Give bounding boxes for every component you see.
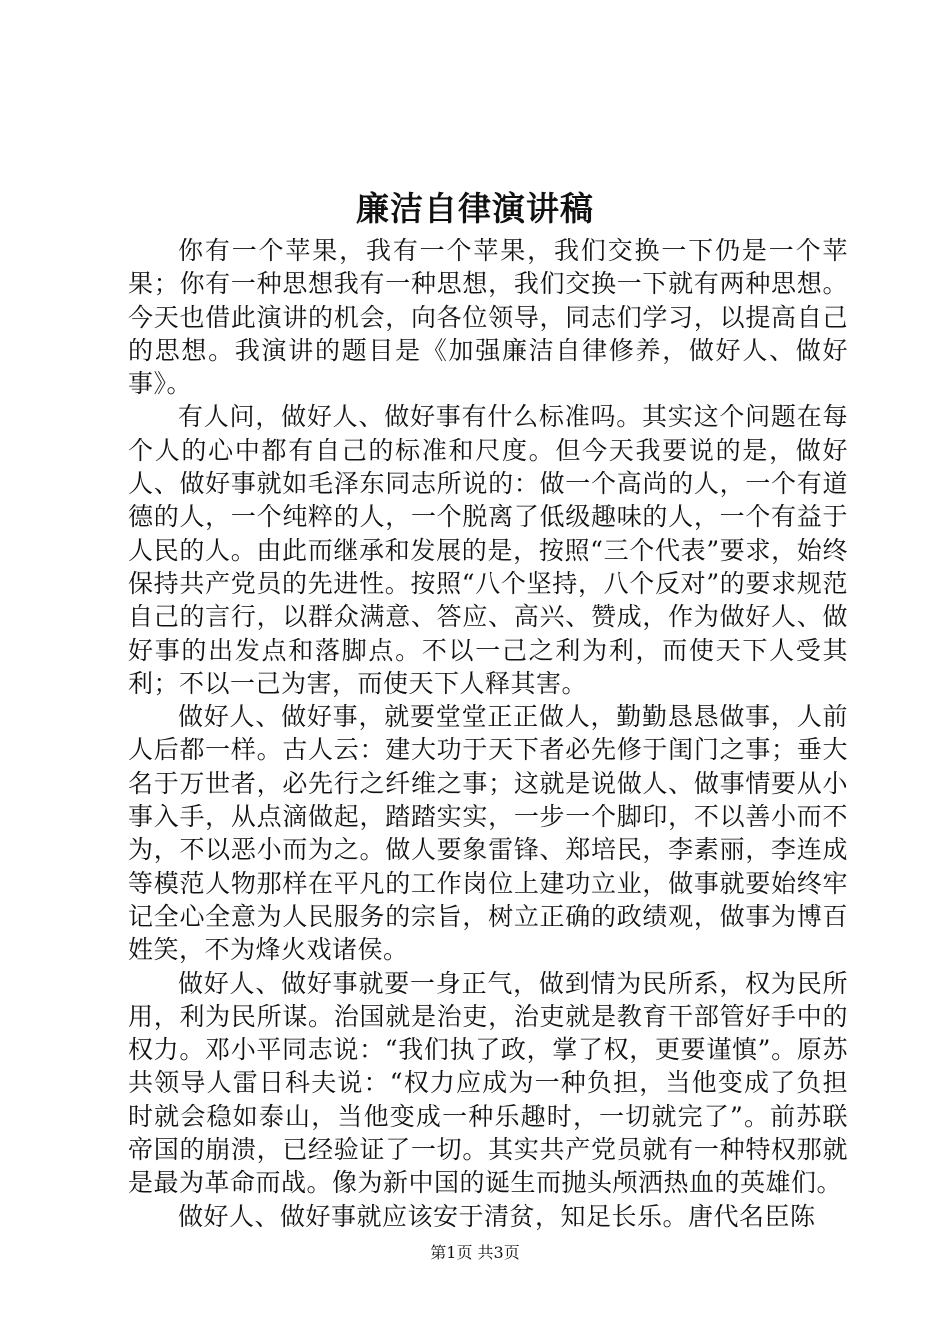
document-title: 廉洁自律演讲稿 [356, 189, 594, 228]
document-body [128, 234, 848, 1233]
paragraph-5: 做好人、做好事就应该安于清贫，知足长乐。唐代名臣陈 [178, 1201, 816, 1231]
paragraph-3: 做好人、做好事，就要堂堂正正做人，勤勤恳恳做事，人前人后都一样。古人云：建大功于天下者必先修于闺门之事；垂大名于万世者，必先行之纤维之事；这就是说做人、做事情要从小事入手，从点滴做起，踏踏实实，一步一个脚印，不以善小而不为，不以恶小而为之。做人要象雷锋、郑培民，李素丽，李连成等模范人物那样在平凡的工作岗位上建功立业，做事就要始终牢记全心全意为人民服务的宗旨，树立正确的政绩观，做事为博百姓笑，不为烽火戏诸侯。 [128, 702, 848, 965]
paragraph-4: 做好人、做好事就要一身正气，做到情为民所系，权为民所用，利为民所谋。治国就是治吏，治吏就是教育干部管好手中的权力。邓小平同志说：“我们执了政，掌了权，更要谨慎”。原苏共领导人雷日科夫说：“权力应成为一种负担，当他变成了负担时就会稳如泰山，当他变成一种乐趣时，一切就完了”。前苏联帝国的崩溃，已经验证了一切。其实共产党员就有一种特权那就是最为革命而战。像为新中国的诞生而抛头颅洒热血的英雄们。 [128, 968, 848, 1198]
page-number-footer: 第1页 共3页 [430, 1243, 520, 1262]
paragraph-1: 你有一个苹果，我有一个苹果，我们交换一下仍是一个苹果；你有一种思想我有一种思想，我们交换一下就有两种思想。今天也借此演讲的机会，向各位领导，同志们学习，以提高自己的思想。我演讲的题目是《加强廉洁自律修养，做好人、做好事》。 [128, 236, 848, 399]
paragraph-2: 有人问，做好人、做好事有什么标准吗。其实这个问题在每个人的心中都有自己的标准和尺度。但今天我要说的是，做好人、做好事就如毛泽东同志所说的：做一个高尚的人，一个有道德的人，一个纯粹的人，一个脱离了低级趣味的人，一个有益于人民的人。由此而继承和发展的是，按照“三个代表”要求，始终保持共产党员的先进性。按照“八个坚持，八个反对”的要求规范自己的言行，以群众满意、答应、高兴、赞成，作为做好人、做好事的出发点和落脚点。不以一己之利为利，而使天下人受其利；不以一己为害，而使天下人释其害。 [128, 402, 848, 698]
